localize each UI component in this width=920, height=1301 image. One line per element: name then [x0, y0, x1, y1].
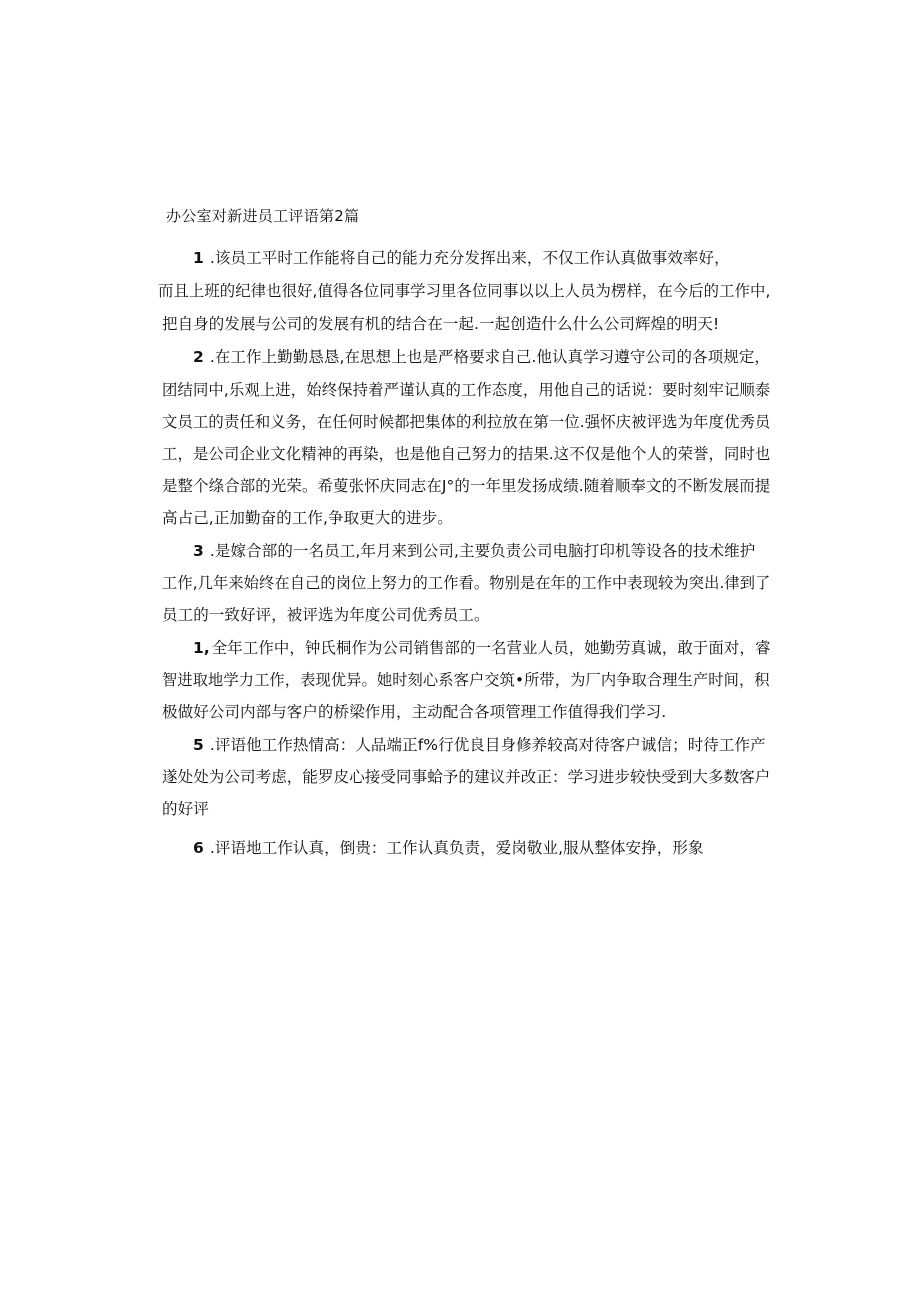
paragraph-5-line-3: 的好评 — [162, 800, 209, 818]
document-title: 办公室对新进员工评语第2篇 — [166, 207, 360, 225]
paragraph-3-line-1: 3 .是嫁合部的一名员工,年月来到公司,主要负责公司电脑打印机等设各的技术维护 — [193, 542, 756, 560]
paragraph-4-line-3: 极做好公司内部与客户的桥梁作用，主动配合各项管理工作值得我们学习. — [162, 703, 667, 721]
paragraph-1-line-2: 而且上班的纪律也很好,值得各位同事学习里各位同事以以上人员为楞样，在今后的工作中, — [158, 282, 771, 300]
paragraph-4-line-2: 智进取地学力工作，表现优异。她时刻心系客户交筑•所带，为厂内争取合理生产时间，积 — [162, 671, 770, 689]
paragraph-2-line-2: 团结同中,乐观上进，始终保持着严谨认真的工作态度，用他自己的话说：要时刻牢记顺泰 — [162, 381, 771, 399]
paragraph-2-line-5: 是整个绦合部的光荣。希蓃张怀庆同志在J°的一年里发扬成绩.随着顺奉文的不断发展而提 — [162, 477, 771, 495]
paragraph-4-line-1: 1, 全年工作中，钟氏桐作为公司销售部的一名营业人员，她勤劳真诚，敢于面对，睿 — [193, 639, 771, 657]
paragraph-number: 2 — [193, 348, 204, 366]
paragraph-6-line-1: 6 .评语地工作认真，倒贵：工作认真负责，爱岗敬业,服从整体安挣，形象 — [193, 839, 704, 857]
paragraph-number: 3 — [193, 542, 204, 560]
paragraph-number: 6 — [193, 839, 204, 857]
paragraph-3-line-3: 员工的一致好评，被评选为年度公司优秀员工。 — [162, 606, 490, 624]
paragraph-1-line-1: 1 .该员工平时工作能将自己的能力充分发挥出来，不仅工作认真做事效率好， — [193, 249, 730, 267]
paragraph-2-line-6: 高占己,正加勤奋的工作,争取更大的进步。 — [162, 509, 453, 527]
paragraph-5-line-2: 遂处处为公司考虑，能罗皮心接受同事蛤予的建议并改正：学习进步较快受到大多数客户 — [162, 768, 771, 786]
paragraph-1-line-3: 把自身的发展与公司的发展有机的结合在一起.一起创造什么什么公司辉煌的明天! — [162, 315, 720, 333]
paragraph-2-line-1: 2 .在工作上勤勤恳恳,在思想上也是严格要求自己.他认真学习遵守公司的各项规定， — [193, 348, 771, 366]
paragraph-2-line-3: 文员工的责任和义务，在任何时候都把集体的利拉放在第一位.强怀庆被评选为年度优秀员 — [162, 413, 771, 431]
paragraph-3-line-2: 工作,几年来始终在自己的岗位上努力的工作看。物别是在年的工作中表现较为突出.律到了 — [162, 574, 771, 592]
paragraph-2-line-4: 工，是公司企业文化精神的再染，也是他自己努力的拮果.这不仅是他个人的荣誉，同时也 — [162, 445, 771, 463]
paragraph-number: 1, — [193, 639, 210, 657]
paragraph-5-line-1: 5 .评语他工作热情高：人品端正f%行优良目身修养较高对待客户诚信；时待工作产 — [193, 736, 766, 754]
paragraph-number: 5 — [193, 736, 204, 754]
paragraph-number: 1 — [193, 249, 204, 267]
